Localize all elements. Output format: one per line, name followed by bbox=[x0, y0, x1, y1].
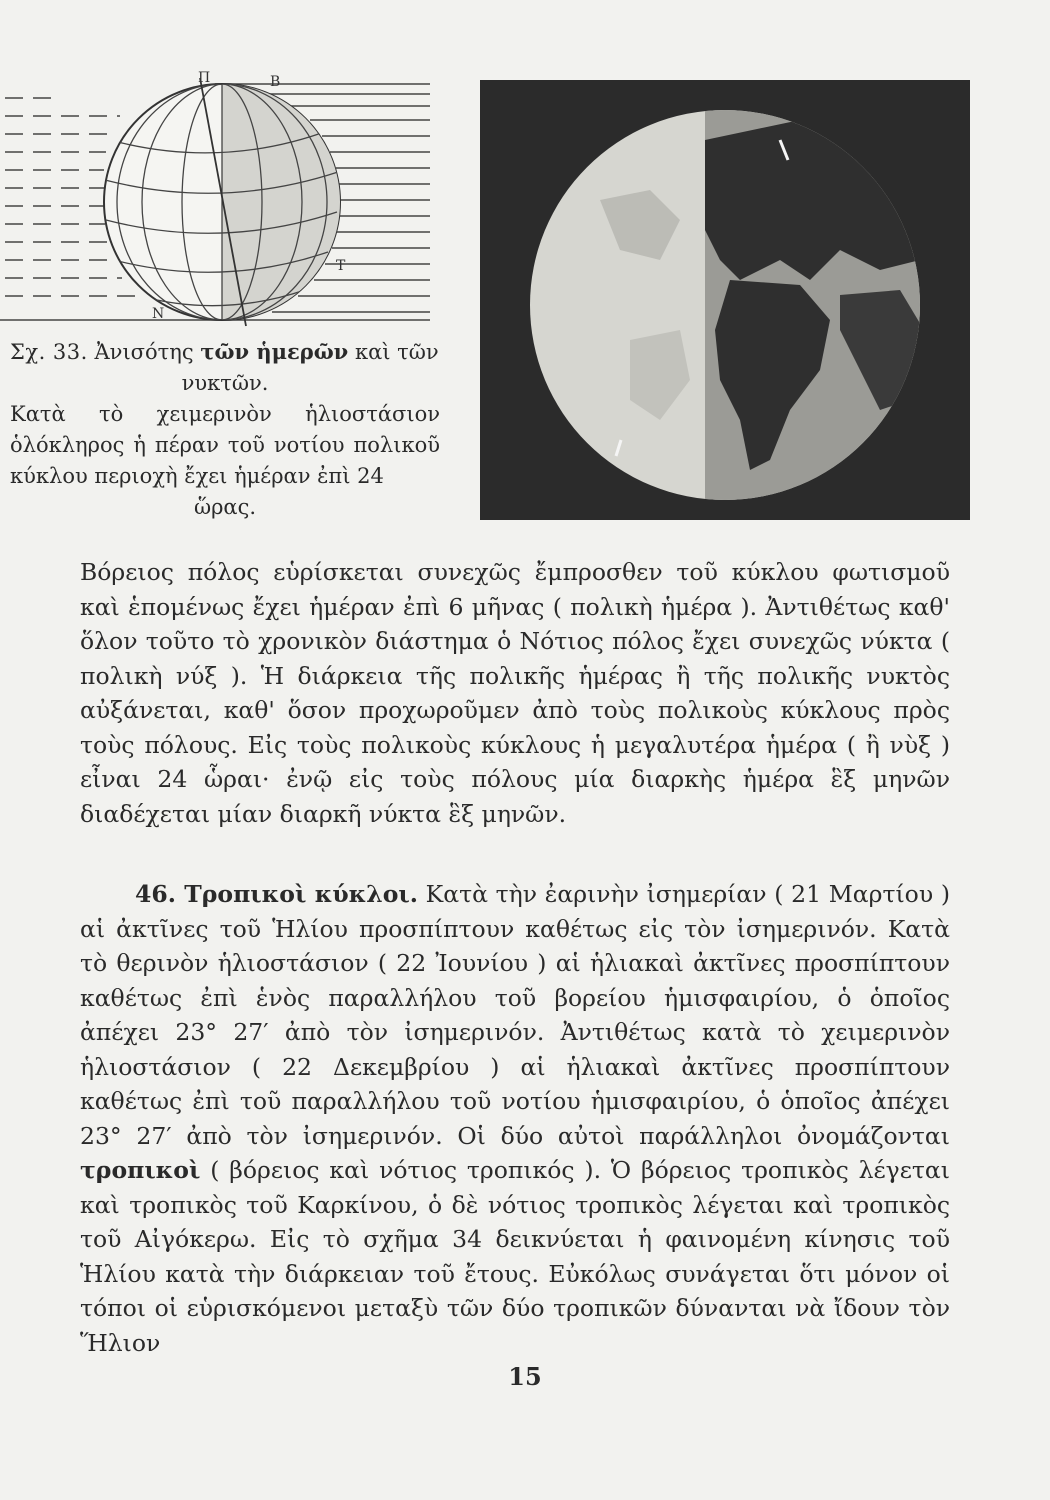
section-heading: 46. Τροπικοὶ κύκλοι. bbox=[135, 880, 418, 908]
label-t: Τ bbox=[336, 258, 346, 274]
label-n: Ν bbox=[152, 306, 165, 322]
caption-title-part2: καὶ τῶν bbox=[354, 340, 439, 364]
section-text-b: ( βόρειος καὶ νότιος τροπικός ). Ὁ βόρειος τροπικὸς λέγεται καὶ τροπικὸς τοῦ Καρκίνου, ὁ δὲ νότιος τροπικὸς λέγεται καὶ τροπικὸς τοῦ Αἰγόκερω. Εἰς τὸ σχῆμα 34 δεικνύεται ἡ φαινομένη κίνησις τοῦ Ἡλίου κατὰ τὴν διάρκειαν τοῦ ἔτους. Εὐκόλως συνάγεται ὅτι μόνον οἱ τόποι οἱ εὑρισκόμενοι μεταξὺ τῶν δύο τροπικῶν δύνανται νὰ ἴδουν τὸν Ἥλιον bbox=[80, 1156, 950, 1357]
caption-label: Σχ. 33. bbox=[10, 340, 88, 364]
label-b: Β bbox=[270, 74, 281, 90]
section-bold-term: τροπικοὶ bbox=[80, 1156, 201, 1184]
earth-photo-svg bbox=[480, 80, 970, 520]
caption-body: Κατὰ τὸ χειμερινὸν ἡλιοστάσιον ὁλόκληρος ἡ πέραν τοῦ νοτίου πολικοῦ κύκλου περιοχὴ ἔχει ἡμέραν ἐπὶ 24 bbox=[10, 402, 440, 488]
page-number: 15 bbox=[508, 1362, 542, 1391]
caption-title-line2: νυκτῶν. bbox=[181, 371, 269, 395]
label-pole-north: Π bbox=[198, 70, 211, 86]
earth-photo bbox=[480, 80, 970, 520]
globe bbox=[104, 70, 352, 330]
caption-title-part1: Ἀνισότης bbox=[94, 340, 194, 364]
section-text-a: Κατὰ τὴν ἐαρινὴν ἰσημερίαν ( 21 Μαρτίου ) αἱ ἀκτῖνες τοῦ Ἡλίου προσπίπτουν καθέτως εἰς τὸν ἰσημερινόν. Κατὰ τὸ θερινὸν ἡλιοστάσιον ( 22 Ἰουνίου ) αἱ ἡλιακαὶ ἀκτῖνες προσπίπτουν καθέτως ἐπὶ ἑνὸς παραλλήλου τοῦ βορείου ἡμισφαιρίου, ὁ ὁποῖος ἀπέχει 23° 27′ ἀπὸ τὸν ἰσημερινόν. Ἀντιθέτως κατὰ τὸ χειμερινὸν ἡλιοστάσιον ( 22 Δεκεμβρίου ) αἱ ἡλιακαὶ ἀκτῖνες προσπίπτουν καθέτως ἐπὶ τοῦ παραλλήλου τοῦ νοτίου ἡμισφαιρίου, ὁ ὁποῖος ἀπέχει 23° 27′ ἀπὸ τὸν ἰσημερινόν. Οἱ δύο αὐτοὶ παράλληλοι ὀνομάζονται bbox=[80, 880, 950, 1150]
paragraph-polar-day: Βόρειος πόλος εὑρίσκεται συνεχῶς ἔμπροσθεν τοῦ κύκλου φωτισμοῦ καὶ ἑπομένως ἔχει ἡμέραν ἐπὶ 6 μῆνας ( πολικὴ ἡμέρα ). Ἀντιθέτως καθ' ὅλον τοῦτο τὸ χρονικὸν διάστημα ὁ Νότιος πόλος ἔχει συνεχῶς νύκτα ( πολικὴ νύξ ). Ἡ διάρκεια τῆς πολικῆς ἡμέρας ἢ τῆς πολικῆς νυκτὸς αὐξάνεται, καθ' ὅσον προχωροῦμεν ἀπὸ τοὺς πολικοὺς κύκλους πρὸς τοὺς πόλους. Εἰς τοὺς πολικοὺς κύκλους ἡ μεγαλυτέρα ἡμέρα ( ἢ νὺξ ) εἶναι 24 ὧραι· ἐνῷ εἰς τοὺς πόλους μία διαρκὴς ἡμέρα ἓξ μηνῶν διαδέχεται μίαν διαρκῆ νύκτα ἓξ μηνῶν. bbox=[80, 558, 950, 828]
caption-end: ὥρας. bbox=[193, 495, 257, 519]
section-tropics bbox=[80, 877, 950, 1360]
caption-title-bold: τῶν ἡμερῶν bbox=[200, 339, 349, 364]
caption-title bbox=[10, 336, 440, 368]
globe-rays-svg bbox=[0, 70, 440, 330]
day-night-inequality-diagram bbox=[0, 70, 440, 330]
figure-caption bbox=[10, 336, 440, 523]
